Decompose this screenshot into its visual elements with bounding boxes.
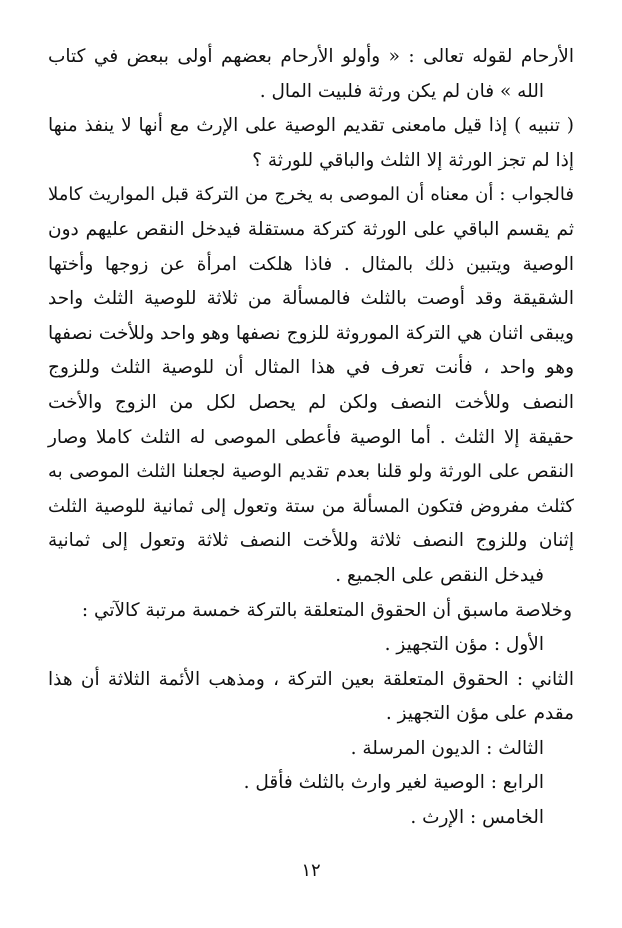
text-line: إثنان وللزوج النصف ثلاثة وللأخت النصف ثلاثة وتعول إلى ثمانية [48, 530, 574, 552]
page-number: ١٢ [301, 860, 321, 881]
text-line: الثالث : الديون المرسلة . [350, 737, 544, 759]
text-line: إذا لم تجز الورثة إلا الثلث والباقي للورثة ؟ [252, 149, 574, 171]
text-line: الأول : مؤن التجهيز . [384, 634, 544, 656]
text-line: فالجواب : أن معناه أن الموصى به يخرج من التركة قبل المواريث كاملا [48, 184, 574, 206]
text-line: النصف وللأخت النصف ولكن لم يحصل لكل من الزوج والأخت [48, 391, 574, 413]
text-line: وهو واحد ، فأنت تعرف في هذا المثال أن للوصية الثلث وللزوج [48, 357, 574, 379]
text-line: النقص على الورثة ولو قلنا بعدم تقديم الوصية لجعلنا الثلث الموصى به [48, 461, 574, 483]
text-line: حقيقة إلا الثلث . أما الوصية فأعطى الموصى له الثلث كاملا وصار [48, 426, 574, 448]
text-line: ويبقى اثنان هي التركة الموروثة للزوج نصفها وهو واحد وللأخت نصفها [48, 322, 574, 344]
text-line: ( تنبيه ) إذا قيل مامعنى تقديم الوصية على الإرث مع أنها لا ينفذ منها [48, 115, 574, 137]
text-line: الأرحام لقوله تعالى : « وأولو الأرحام بعضهم أولى ببعض في كتاب [48, 46, 574, 67]
text-line: فيدخل النقص على الجميع . [335, 564, 544, 586]
text-line: مقدم على مؤن التجهيز . [385, 703, 574, 725]
text-line: كثلث مفروض فتكون المسألة من ستة وتعول إلى ثمانية للوصية الثلث [48, 495, 574, 517]
text-line: الوصية ويتبين ذلك بالمثال . فاذا هلكت امرأة عن زوجها وأختها [48, 253, 574, 275]
text-line: الرابع : الوصية لغير وارث بالثلث فأقل . [243, 772, 544, 794]
text-line: وخلاصة ماسبق أن الحقوق المتعلقة بالتركة خمسة مرتبة كالآتي : [81, 599, 572, 621]
text-line: الخامس : الإرث . [410, 807, 544, 829]
text-line: الشقيقة وقد أوصت بالثلث فالمسألة من ثلاثة للوصية الثلث واحد [48, 288, 574, 310]
text-line: ثم يقسم الباقي على الورثة كتركة مستقلة فيدخل النقص عليهم دون [48, 218, 574, 240]
text-line: الثاني : الحقوق المتعلقة بعين التركة ، ومذهب الأئمة الثلاثة أن هذا [48, 668, 574, 690]
body-text [48, 40, 574, 836]
text-line: الله » فان لم يكن ورثة فلبيت المال . [259, 80, 544, 102]
